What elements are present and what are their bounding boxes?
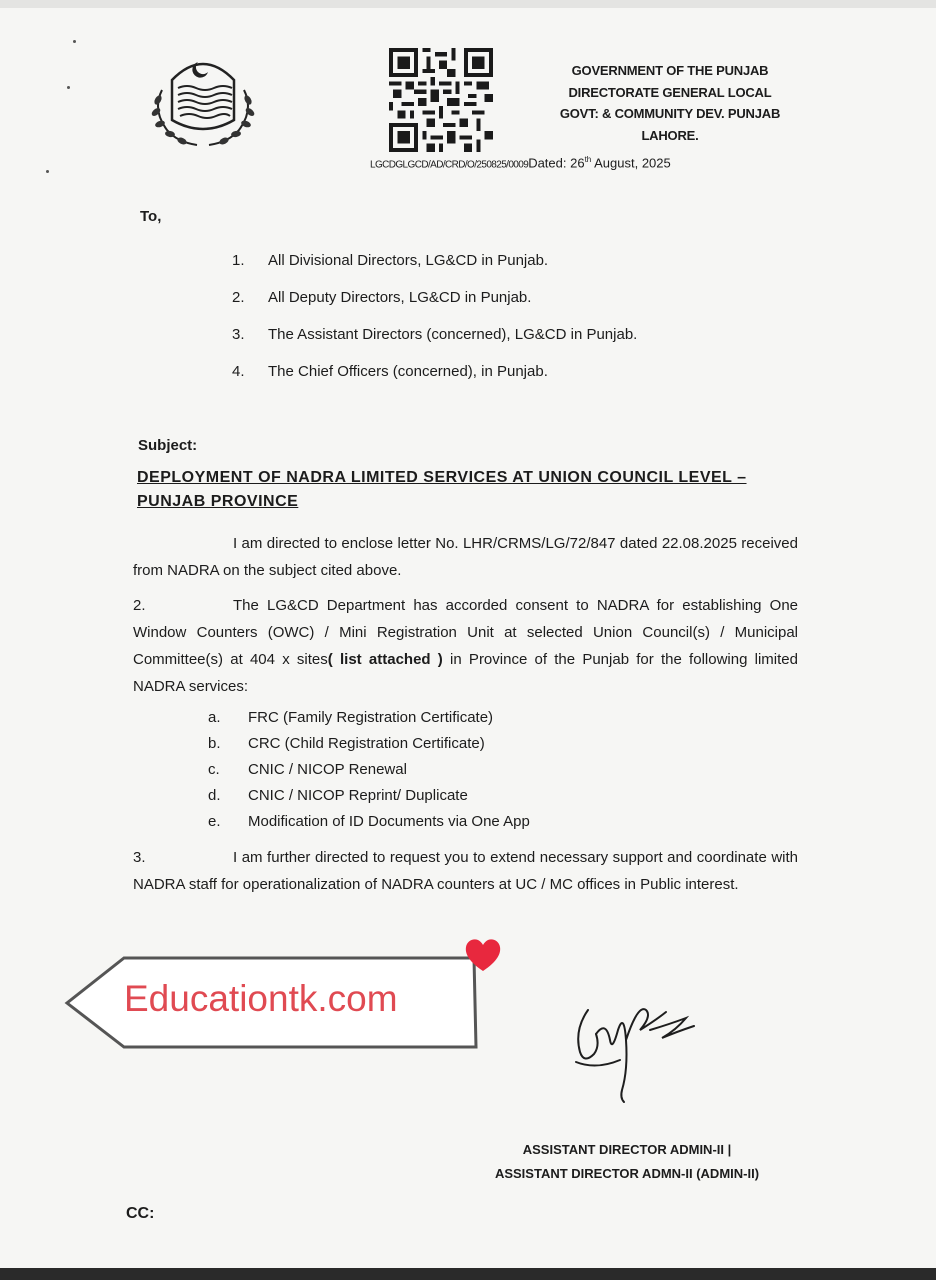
signatory-block	[452, 1138, 802, 1186]
service-letter: e.	[208, 813, 221, 830]
recipient-text: The Assistant Directors (concerned), LG&CD in Punjab.	[268, 326, 638, 343]
page-top-edge	[0, 0, 936, 8]
watermark-text[interactable]: Educationtk.com	[124, 978, 398, 1019]
paragraph-1	[133, 530, 798, 584]
letterhead	[520, 60, 820, 146]
services-list	[208, 709, 530, 839]
paragraph-3-text: I am further directed to request you to extend necessary support and coordinate with NADRA staff for operationalization of NADRA counters at UC / MC offices in Public interest.	[133, 849, 798, 893]
paragraph-number: 2.	[133, 597, 146, 614]
service-text: CNIC / NICOP Reprint/ Duplicate	[248, 787, 468, 804]
list-attached-note: ( list attached )	[327, 651, 443, 668]
speck	[67, 86, 70, 89]
subject-label: Subject:	[138, 437, 198, 454]
date-ordinal: th	[584, 155, 592, 164]
service-text: CRC (Child Registration Certificate)	[248, 735, 485, 752]
recipient-item	[232, 326, 637, 363]
service-item	[208, 735, 530, 761]
recipient-item	[232, 289, 637, 326]
paragraph-2-text: The LG&CD Department has accorded consent to NADRA for establishing One Window Counters (OWC) / Mini Registration Unit at selected Union Council(s) / Municipal Committee(s) at 404 x sites	[133, 597, 798, 668]
recipient-item	[232, 252, 637, 289]
service-text: CNIC / NICOP Renewal	[248, 761, 407, 778]
recipient-number: 3.	[232, 326, 245, 343]
heart-icon	[464, 937, 502, 973]
recipient-text: The Chief Officers (concerned), in Punjab.	[268, 363, 548, 380]
service-item	[208, 787, 530, 813]
reference-number: LGCDGLGCD/AD/CRD/O/250825/0009	[370, 159, 529, 171]
recipient-text: All Deputy Directors, LG&CD in Punjab.	[268, 289, 532, 306]
service-text: FRC (Family Registration Certificate)	[248, 709, 494, 726]
service-letter: c.	[208, 761, 220, 778]
reference-line	[370, 155, 671, 170]
service-text: Modification of ID Documents via One App	[248, 813, 530, 830]
signatory-line: ASSISTANT DIRECTOR ADMN-II (ADMIN-II)	[494, 1166, 760, 1181]
recipient-number: 4.	[232, 363, 245, 380]
paragraph-3	[133, 844, 798, 898]
service-letter: a.	[208, 709, 221, 726]
paragraph-2-text-end: in Province of the Punjab for the following limited NADRA services:	[133, 651, 798, 695]
to-label: To,	[140, 208, 162, 225]
paragraph-1-text: I am directed to enclose letter No. LHR/CRMS/LG/72/847 dated 22.08.2025 received from NADRA on the subject cited above.	[133, 535, 798, 579]
letterhead-line: LAHORE.	[641, 127, 699, 143]
recipient-list	[232, 252, 637, 400]
letterhead-line: GOVT: & COMMUNITY DEV. PUNJAB	[559, 106, 781, 121]
paragraph-number: 3.	[133, 849, 146, 866]
speck	[73, 40, 76, 43]
service-item	[208, 813, 530, 839]
service-item	[208, 709, 530, 735]
service-letter: d.	[208, 787, 221, 804]
date-suffix: August, 2025	[591, 155, 671, 171]
page-bottom-edge	[0, 1268, 936, 1280]
letterhead-line: DIRECTORATE GENERAL LOCAL	[568, 84, 772, 100]
speck	[46, 170, 49, 173]
service-item	[208, 761, 530, 787]
punjab-emblem-logo	[142, 50, 264, 150]
letterhead-line: GOVERNMENT OF THE PUNJAB	[571, 63, 769, 78]
recipient-item	[232, 363, 637, 400]
recipient-number: 1.	[232, 252, 245, 269]
handwritten-signature	[566, 990, 706, 1110]
cc-label: CC:	[126, 1205, 155, 1222]
service-letter: b.	[208, 735, 221, 752]
recipient-number: 2.	[232, 289, 245, 306]
paragraph-2	[133, 592, 798, 700]
date-prefix: Dated: 26	[528, 155, 585, 171]
signatory-line: ASSISTANT DIRECTOR ADMIN-II |	[522, 1142, 732, 1157]
subject-title: DEPLOYMENT OF NADRA LIMITED SERVICES AT UNION COUNCIL LEVEL – PUNJAB PROVINCE	[137, 469, 747, 510]
qr-code	[389, 48, 493, 152]
recipient-text: All Divisional Directors, LG&CD in Punjab.	[268, 252, 549, 269]
